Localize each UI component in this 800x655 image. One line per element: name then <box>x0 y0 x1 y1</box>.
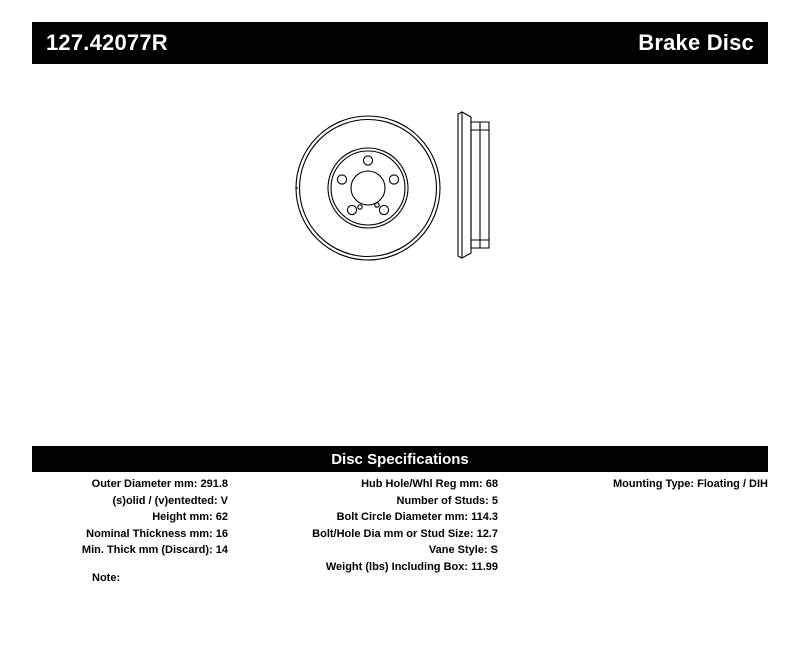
rotor-hat-circle-inner <box>331 151 405 225</box>
rotor-outer-circle <box>296 116 440 260</box>
spec-item: Vane Style: S <box>428 544 498 556</box>
brake-disc-illustration <box>280 95 540 285</box>
brake-rotor-drawing <box>280 95 540 285</box>
side-view-hat <box>462 112 471 258</box>
specs-column-2 <box>232 476 502 575</box>
spec-item: Outer Diameter mm: 291.8 <box>91 478 228 490</box>
spec-item: Mounting Type: Floating / DIH <box>613 478 768 490</box>
specs-title: Disc Specifications <box>331 450 469 468</box>
spec-item: Nominal Thickness mm: 16 <box>86 527 228 540</box>
header-bar <box>32 22 768 64</box>
stud-hole <box>363 156 372 165</box>
specs-column-1 <box>32 476 232 575</box>
rotor-hub-hole <box>351 171 385 205</box>
spec-item: Height mm: 62 <box>152 511 228 523</box>
spec-item: Weight (lbs) Including Box: 11.99 <box>325 560 498 573</box>
spec-item: Bolt Circle Diameter mm: 114.3 <box>336 511 498 523</box>
side-view-hat-inner <box>458 112 462 258</box>
spec-item: Number of Studs: 5 <box>396 494 498 507</box>
spec-item: (s)olid / (v)entedted: V <box>112 494 228 507</box>
rotor-hat-circle <box>328 148 408 228</box>
stud-hole <box>389 175 398 184</box>
specs-column-3 <box>502 476 768 575</box>
hub-mark <box>358 205 362 209</box>
specs-table <box>32 476 768 575</box>
stud-hole <box>337 175 346 184</box>
note-label: Note: <box>92 572 121 584</box>
specs-header-bar <box>32 446 768 472</box>
stud-hole <box>379 205 388 214</box>
rotor-outer-edge-inner <box>300 120 437 257</box>
spec-item: Bolt/Hole Dia mm or Stud Size: 12.7 <box>312 527 498 540</box>
part-number: 127.42077R <box>46 30 168 55</box>
product-type-label: Brake Disc <box>638 30 754 55</box>
spec-item: Min. Thick mm (Discard): 14 <box>81 544 228 556</box>
stud-hole <box>347 205 356 214</box>
hub-mark <box>375 203 379 207</box>
spec-item: Hub Hole/Whl Reg mm: 68 <box>361 478 498 490</box>
